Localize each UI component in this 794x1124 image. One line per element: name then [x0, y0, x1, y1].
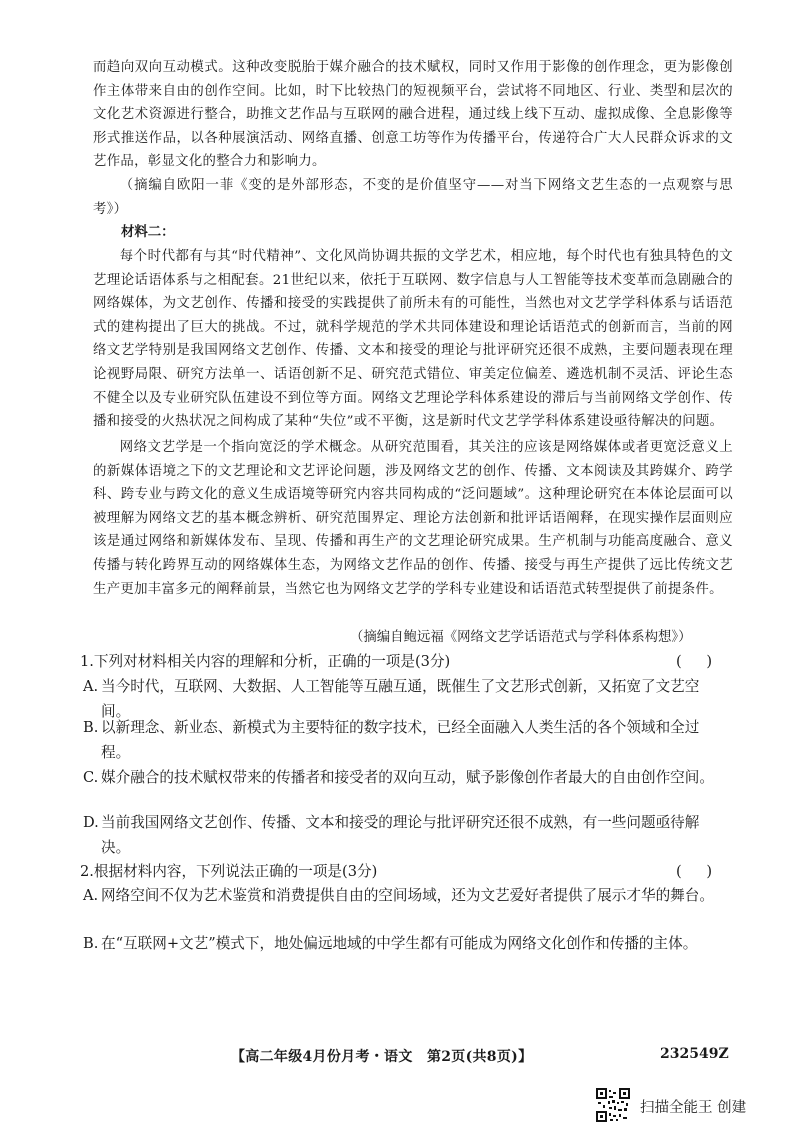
- option-letter: A.: [83, 887, 99, 904]
- material-2-heading: 材料二：: [121, 224, 175, 240]
- option-text: 媒介融合的技术赋权带来的传播者和接受者的双向互动，赋予影像创作者最大的自由创作空间。: [101, 769, 714, 786]
- option-letter: C.: [83, 769, 99, 786]
- option-c: [83, 766, 723, 791]
- passage-paragraph-1: 而趋向双向互动模式。这种改变脱胎于媒介融合的技术赋权，同时又作用于影像的创作理念，更为影像创作主体带来自由的创作空间。比如，时下比较热门的短视频平台，尝试将不同地区、行业、类型和层次的文化艺术资源进行整合，助推文艺作品与互联网的融合进程，通过线上线下互动、虚拟成像、全息影像等形式推送作品，以各种展演活动、网络直播、创意工坊等作为传播平台，传递符合广大人民群众诉求的文艺作品，彰显文化的整合力和影响力。: [93, 60, 733, 170]
- option-letter: B.: [83, 935, 99, 952]
- option-text: 当今时代，互联网、大数据、人工智能等互融互通，既催生了文艺形式创新，又拓宽了文艺空间。: [101, 678, 700, 720]
- answer-paren: ( ): [676, 653, 723, 670]
- option-a: [83, 884, 723, 909]
- option-text: 在“互联网+文艺”模式下，地处偏远地域的中学生都有可能成为网络文化创作和传播的主体。: [101, 935, 698, 952]
- citation-1: （摘编自欧阳一菲《变的是外部形态，不变的是价值坚守——对当下网络文艺生态的一点观察与思考》）: [93, 178, 733, 217]
- option-letter: B.: [83, 719, 99, 736]
- page-footer: 【高二年级4月份月考・语文 第2页(共8页)】: [231, 1049, 533, 1065]
- passage-paragraph-2: 每个时代都有与其“时代精神”、文化风尚协调共振的文学艺术，相应地，每个时代也有独具特色的文艺理论话语体系与之相配套。21世纪以来，依托于互联网、数字信息与人工智能等技术变革而急剧融合的网络媒体，为文艺创作、传播和接受的实践提供了前所未有的可能性，当然也对文艺学学科体系与话语范式的建构提出了巨大的挑战。不过，就科学规范的学术共同体建设和理论话语范式的创新而言，当前的网络文艺学特别是我国网络文艺创作、传播、文本和接受的理论与批评研究还很不成熟，主要问题表现在理论视野局限、研究方法单一、话语创新不足、研究范式错位、审美定位偏差、遴选机制不灵活、评论生态不健全以及专业研究队伍建设不到位等方面。网络文艺理论学科体系建设的滞后与当前网络文学创作、传播和接受的火热状况之间构成了某种“失位”或不平衡，这是新时代文艺学学科体系建设亟待解决的问题。: [93, 249, 733, 430]
- qr-code-icon: [596, 1088, 630, 1122]
- question-stem: 2.根据材料内容，下列说法正确的一项是(3分): [80, 863, 378, 880]
- option-b: [83, 716, 723, 766]
- option-letter: A.: [83, 678, 99, 695]
- option-text: 网络空间不仅为艺术鉴赏和消费提供自由的空间场域，还为文艺爱好者提供了展示才华的舞台。: [101, 887, 714, 904]
- option-text: 当前我国网络文艺创作、传播、文本和接受的理论与批评研究还很不成熟，有一些问题亟待解决。: [101, 814, 700, 856]
- option-text: 以新理念、新业态、新模式为主要特征的数字技术，已经全面融入人类生活的各个领域和全过程。: [101, 719, 700, 761]
- citation-2: （摘编自鲍远福《网络文艺学话语范式与学科体系构想》）: [350, 630, 692, 645]
- option-b: [83, 932, 723, 957]
- passage-paragraph-3: 网络文艺学是一个指向宽泛的学术概念。从研究范围看，其关注的应该是网络媒体或者更宽泛意义上的新媒体语境之下的文艺理论和文艺评论问题，涉及网络文艺的创作、传播、文本阅读及其跨媒介、跨学科、跨专业与跨文化的意义生成语境等研究内容共同构成的“泛问题域”。这种理论研究在本体论层面可以被理解为网络文艺的基本概念辨析、研究范围界定、理论方法创新和批评话语阐释，在现实操作层面则应该是通过网络和新媒体发布、呈现、传播和再生产的文艺理论研究成果。生产机制与功能高度融合、意义传播与转化跨界互动的网络媒体生态，为网络文艺作品的创作、传播、接受与再生产提供了远比传统文艺生产更加丰富多元的阐释前景，当然它也为网络文艺学的学科专业建设和话语范式转型提供了前提条件。: [93, 440, 733, 597]
- question-stem: 1.下列对材料相关内容的理解和分析，正确的一项是(3分): [80, 653, 451, 670]
- option-d: [83, 811, 723, 861]
- answer-paren: ( ): [676, 863, 723, 880]
- scanner-watermark: 扫描全能王 创建: [640, 1100, 747, 1116]
- option-letter: D.: [83, 814, 99, 831]
- exam-code: 232549Z: [660, 1046, 729, 1062]
